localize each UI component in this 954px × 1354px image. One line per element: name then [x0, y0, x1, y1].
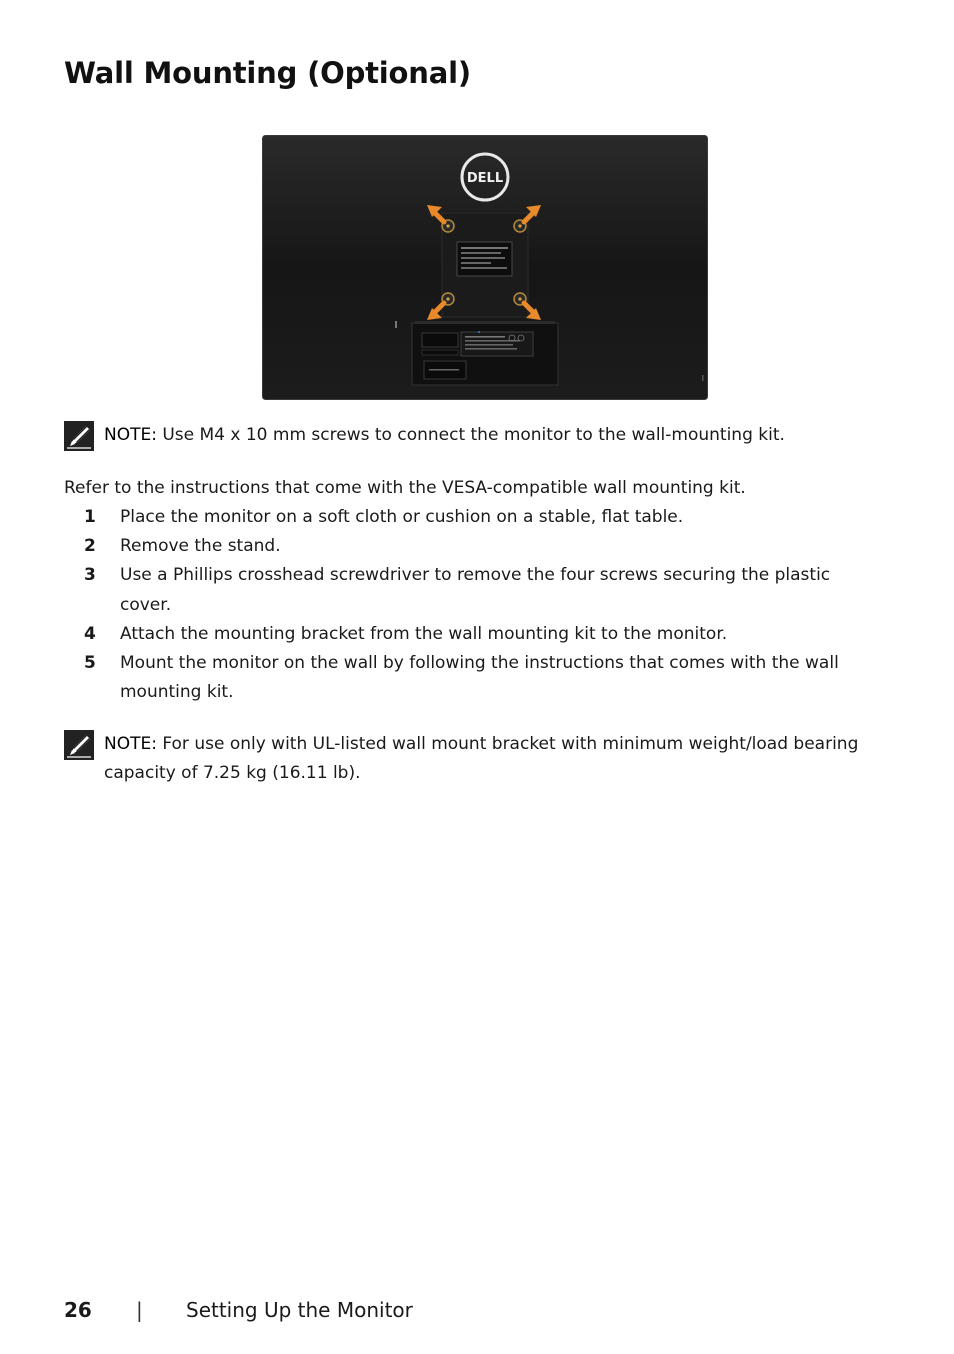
intro-paragraph: Refer to the instructions that come with the VESA-compatible wall mounting kit. [64, 478, 746, 498]
footer-separator: | [136, 1298, 143, 1322]
step-text: Mount the monitor on the wall by following the instructions that comes with the wall mounting kit. [120, 653, 839, 703]
section-title: Setting Up the Monitor [186, 1298, 413, 1322]
note-bracket-capacity [64, 730, 884, 788]
list-item [84, 561, 884, 619]
step-number: 3 [84, 565, 96, 586]
page-title: Wall Mounting (Optional) [64, 56, 471, 90]
note-mounting-screws [64, 421, 884, 450]
monitor-back-illustration [262, 135, 708, 400]
list-item [84, 620, 884, 649]
step-number: 5 [84, 653, 96, 674]
list-item [84, 503, 884, 532]
note-pencil-icon [64, 730, 94, 760]
step-number: 1 [84, 507, 96, 527]
steps-list [84, 503, 884, 707]
note-text [104, 730, 884, 788]
step-text: Remove the stand. [120, 536, 281, 557]
note-body: For use only with UL-listed wall mount bracket with minimum weight/load bearing capacity of 7.25 kg (16.11 lb). [104, 734, 859, 783]
page-number: 26 [64, 1298, 92, 1322]
step-number: 4 [84, 623, 96, 644]
note-label: NOTE: [104, 734, 157, 754]
step-text: Use a Phillips crosshead screwdriver to remove the four screws securing the plastic cover. [120, 565, 831, 615]
note-body: Use M4 x 10 mm screws to connect the monitor to the wall-mounting kit. [156, 425, 785, 445]
step-text: Attach the mounting bracket from the wall mounting kit to the monitor. [120, 623, 728, 644]
note-label: NOTE: [104, 425, 157, 445]
note-text [104, 421, 884, 450]
step-number: 2 [84, 536, 96, 557]
list-item [84, 649, 884, 707]
list-item [84, 532, 884, 561]
dell-logo-text: DELL [466, 171, 504, 186]
note-pencil-icon [64, 421, 94, 451]
step-text: Place the monitor on a soft cloth or cushion on a stable, flat table. [120, 507, 684, 527]
